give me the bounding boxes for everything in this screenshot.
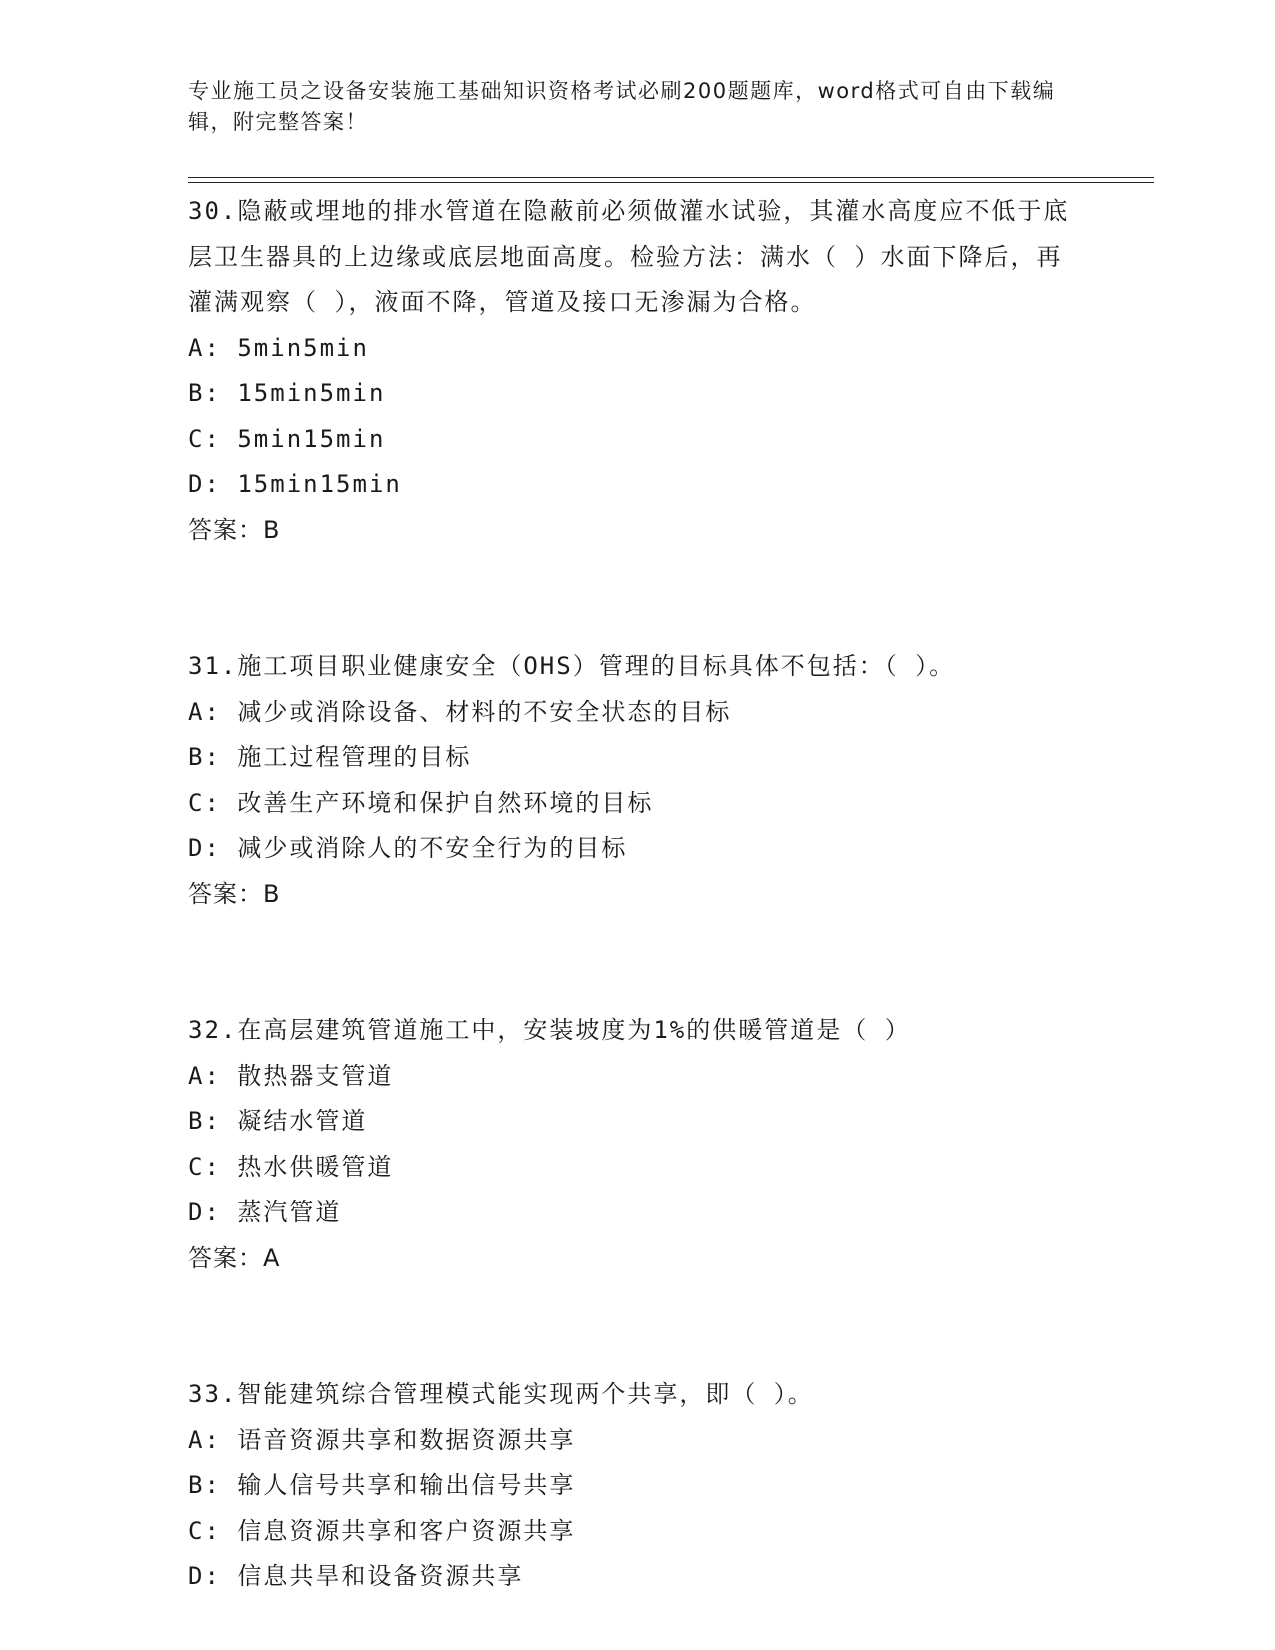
document-header: 专业施工员之设备安装施工基础知识资格考试必刷200题题库，word格式可自由下载编辑，附完整答案！ xyxy=(188,79,1056,134)
question-31 xyxy=(188,644,1088,917)
option-d: D: 15min15min xyxy=(188,470,402,498)
header-divider-top xyxy=(188,177,1154,178)
option-c: C: 5min15min xyxy=(188,424,386,453)
question-spacer xyxy=(188,1281,1088,1372)
question-stem: 32.在高层建筑管道施工中，安装坡度为1%的供暖管道是（ ） xyxy=(188,1016,911,1044)
option-d: D: 蒸汽管道 xyxy=(188,1198,342,1226)
option-b: B: 15min5min xyxy=(188,379,386,407)
option-c: C: 热水供暖管道 xyxy=(188,1152,394,1181)
answer-line: 答案：B xyxy=(188,515,281,544)
option-a: A: 语音资源共享和数据资源共享 xyxy=(188,1425,576,1454)
answer-line: 答案：B xyxy=(188,879,281,908)
option-a: A: 减少或消除设备、材料的不安全状态的目标 xyxy=(188,697,732,726)
option-b: B: 输人信号共享和输出信号共享 xyxy=(188,1471,576,1499)
option-d: D: 信息共旱和设备资源共享 xyxy=(188,1562,524,1590)
question-stem: 31.施工项目职业健康安全（OHS）管理的目标具体不包括：（ ）。 xyxy=(188,652,956,680)
question-spacer xyxy=(188,553,1088,644)
option-b: B: 施工过程管理的目标 xyxy=(188,743,472,771)
question-list xyxy=(188,189,1088,1600)
option-c: C: 信息资源共享和客户资源共享 xyxy=(188,1516,576,1545)
option-b: B: 凝结水管道 xyxy=(188,1107,368,1135)
question-stem: 30.隐蔽或埋地的排水管道在隐蔽前必须做灌水试验，其灌水高度应不低于底层卫生器具的上边缘或底层地面高度。检验方法：满水（ ）水面下降后，再灌满观察（ ），液面不降，管道及接口无渗漏为合格。 xyxy=(188,197,1070,316)
option-d: D: 减少或消除人的不安全行为的目标 xyxy=(188,834,628,862)
question-30 xyxy=(188,189,1088,553)
question-spacer xyxy=(188,917,1088,1008)
option-a: A: 5min5min xyxy=(188,333,369,362)
answer-line: 答案：A xyxy=(188,1243,281,1272)
option-a: A: 散热器支管道 xyxy=(188,1061,394,1090)
question-stem: 33.智能建筑综合管理模式能实现两个共享，即（ ）。 xyxy=(188,1380,814,1408)
option-c: C: 改善生产环境和保护自然环境的目标 xyxy=(188,788,654,817)
question-33 xyxy=(188,1372,1088,1600)
question-32 xyxy=(188,1008,1088,1281)
header-divider-bottom xyxy=(188,182,1154,183)
